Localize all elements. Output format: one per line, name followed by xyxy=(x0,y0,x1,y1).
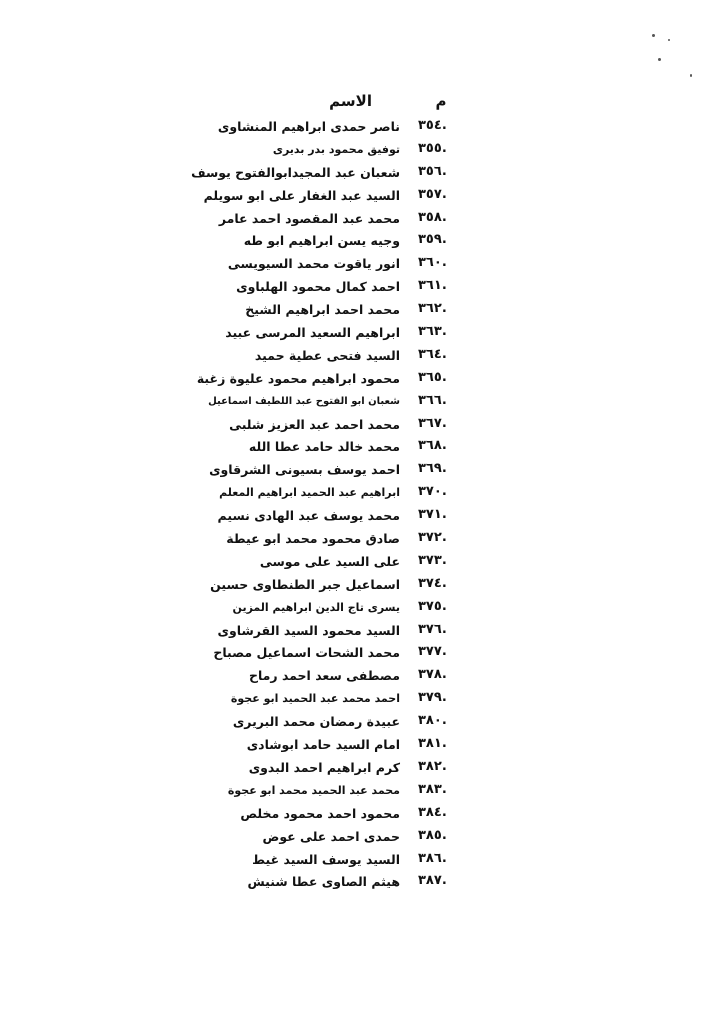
list-item xyxy=(209,459,456,482)
row-name: مصطفى سعد احمد رماح xyxy=(248,668,400,684)
row-name: شعبان ابو الفتوح عبد اللطيف اسماعيل xyxy=(208,395,400,407)
row-name: حمدى احمد على عوض xyxy=(262,828,400,844)
row-number: .٣٥٨ xyxy=(418,209,447,225)
row-name: محمد احمد عبد العزيز شلبى xyxy=(229,416,400,432)
row-name: امام السيد حامد ابوشادى xyxy=(246,737,400,753)
list-item xyxy=(226,711,456,734)
row-number: .٣٨٧ xyxy=(418,873,447,889)
row-number: .٣٥٥ xyxy=(418,140,447,156)
scan-speck xyxy=(658,58,661,61)
row-name: اسماعيل جبر الطنطاوى حسين xyxy=(210,576,400,592)
list-item xyxy=(217,620,456,643)
row-name: السيد عبد الغفار على ابو سويلم xyxy=(203,187,400,203)
row-number: .٣٧٥ xyxy=(418,598,447,614)
row-name: ناصر حمدى ابراهيم المنشاوى xyxy=(217,119,400,134)
row-name: ابراهيم السعيد المرسى عبيد xyxy=(225,325,400,341)
list-item xyxy=(226,688,456,711)
row-name: احمد محمد عبد الحميد ابو عجوة xyxy=(230,692,400,706)
row-number: .٣٨٢ xyxy=(418,758,447,774)
list-item xyxy=(226,871,456,894)
names-list xyxy=(191,116,456,894)
list-item xyxy=(226,276,456,299)
list-item xyxy=(226,849,456,872)
row-number: .٣٧٦ xyxy=(418,621,447,637)
row-number: .٣٦١ xyxy=(418,278,447,294)
list-item xyxy=(226,322,456,345)
list-item xyxy=(226,826,456,849)
row-number: .٣٧٢ xyxy=(418,530,447,546)
list-item xyxy=(219,482,456,505)
list-item xyxy=(226,528,456,551)
row-number: .٣٦٥ xyxy=(418,369,447,385)
row-name: محمد احمد ابراهيم الشيخ xyxy=(245,302,400,318)
list-item xyxy=(210,574,456,597)
list-item xyxy=(213,642,456,665)
row-number: .٣٨٣ xyxy=(418,781,447,797)
row-name: عبيدة رمضان محمد البريرى xyxy=(232,714,400,730)
row-number: .٣٨٠ xyxy=(418,713,447,729)
list-item xyxy=(226,414,456,437)
list-item xyxy=(226,230,456,253)
list-item xyxy=(226,139,456,162)
list-header xyxy=(240,92,456,114)
row-number: .٣٦٧ xyxy=(418,415,447,431)
row-number: .٣٥٦ xyxy=(418,163,447,179)
header-name-label: الاسم xyxy=(329,92,372,110)
row-number: .٣٦٣ xyxy=(418,324,447,340)
row-number: .٣٧٩ xyxy=(418,690,447,706)
row-name: انور ياقوت محمد السيويسى xyxy=(227,256,400,272)
list-item xyxy=(226,551,456,574)
row-name: محمد عبد الحميد محمد ابو عجوة xyxy=(227,783,400,797)
list-item xyxy=(226,345,456,368)
row-name: على السيد على موسى xyxy=(259,553,400,569)
list-item xyxy=(191,162,456,185)
scan-speck xyxy=(652,34,655,37)
list-item xyxy=(226,803,456,826)
row-number: .٣٦٦ xyxy=(418,392,447,408)
row-number: .٣٨١ xyxy=(418,736,447,752)
row-number: .٣٦٨ xyxy=(418,438,447,454)
list-item xyxy=(196,368,456,391)
row-number: .٣٧٣ xyxy=(418,552,447,568)
row-name: محمود ابراهيم محمود عليوة زغبة xyxy=(196,370,400,386)
row-number: .٣٥٤ xyxy=(418,118,447,133)
row-name: احمد كمال محمود الهلباوى xyxy=(236,279,400,295)
list-item xyxy=(218,208,456,231)
list-item xyxy=(217,116,456,139)
row-number: .٣٧٧ xyxy=(418,644,447,660)
row-number: .٣٦٤ xyxy=(418,346,447,362)
row-number: .٣٧٠ xyxy=(418,484,447,500)
list-item xyxy=(203,185,456,208)
list-item xyxy=(226,734,456,757)
row-number: .٣٧٤ xyxy=(418,575,447,591)
row-name: توفيق محمود بدر بديرى xyxy=(272,142,400,156)
row-number: .٣٦٩ xyxy=(418,461,447,477)
scan-speck xyxy=(690,74,692,77)
list-item xyxy=(226,299,456,322)
list-item xyxy=(226,597,456,620)
row-number: .٣٥٩ xyxy=(418,232,447,248)
list-item xyxy=(226,757,456,780)
row-number: .٣٧٨ xyxy=(418,667,447,683)
row-name: صادق محمود محمد ابو عيطة xyxy=(226,531,400,547)
row-number: .٣٧١ xyxy=(418,507,447,523)
list-item xyxy=(226,253,456,276)
list-item xyxy=(208,391,456,414)
list-item xyxy=(217,505,456,528)
list-item xyxy=(226,665,456,688)
row-name: كرم ابراهيم احمد البدوى xyxy=(248,759,400,775)
row-number: .٣٨٥ xyxy=(418,827,447,843)
row-name: هيثم الصاوى عطا شنيش xyxy=(247,874,400,890)
row-number: .٣٦٢ xyxy=(418,301,447,317)
row-number: .٣٥٧ xyxy=(418,186,447,202)
row-name: شعبان عبد المجيدابوالفتوح يوسف xyxy=(191,164,400,180)
header-number-label: م xyxy=(435,92,447,110)
row-name: محمد يوسف عبد الهادى نسيم xyxy=(217,508,400,524)
row-name: احمد يوسف بسيونى الشرقاوى xyxy=(209,462,400,478)
scan-speck xyxy=(668,39,670,41)
row-name: ابراهيم عبد الحميد ابراهيم المعلم xyxy=(219,486,400,500)
row-name: محمد عبد المقصود احمد عامر xyxy=(218,210,400,226)
list-item xyxy=(226,780,456,803)
row-number: .٣٦٠ xyxy=(418,255,447,271)
row-name: السيد فتحى عطية حميد xyxy=(254,347,400,363)
list-item xyxy=(226,436,456,459)
row-name: يسرى تاج الدين ابراهيم المزين xyxy=(232,600,400,614)
row-name: السيد محمود السيد القرشاوى xyxy=(217,622,400,638)
row-number: .٣٨٤ xyxy=(418,804,447,820)
row-number: .٣٨٦ xyxy=(418,850,447,866)
row-name: محمد الشحات اسماعيل مصباح xyxy=(213,645,400,661)
row-name: محمد خالد حامد عطا الله xyxy=(248,439,400,455)
row-name: السيد يوسف السيد غيط xyxy=(252,851,400,867)
row-name: محمود احمد محمود مخلص xyxy=(240,805,400,821)
row-name: وجيه يسن ابراهيم ابو طه xyxy=(243,233,400,249)
